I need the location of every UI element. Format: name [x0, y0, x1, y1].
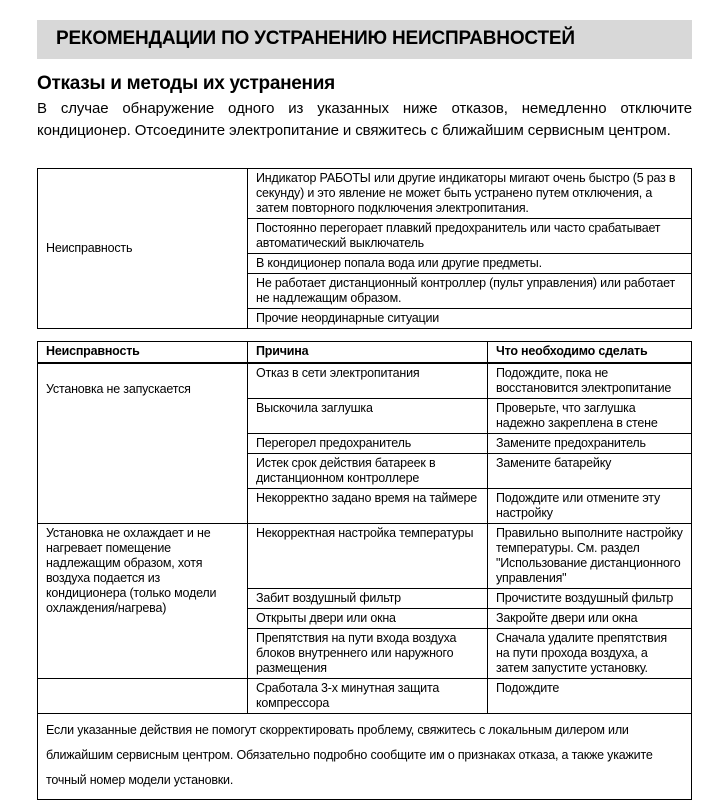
fault-item-cell: Не работает дистанционный контроллер (пульт управления) или работает не надлежащим образом.: [248, 274, 692, 309]
page-title-bar: [37, 20, 692, 59]
action-cell: Правильно выполните настройку температуры. См. раздел "Использование дистанционного управления": [488, 524, 692, 589]
fault-cell: Установка не охлаждает и не нагревает помещение надлежащим образом, хотя воздуха подается из кондиционера (только модели охлаждения/нагрева): [38, 524, 248, 679]
footer-note-cell: Если указанные действия не помогут скорректировать проблему, свяжитесь с локальным дилером или ближайшим сервисным центром. Обязательно подробно сообщите им о признаках отказа, а также укажите точный номер модели установки.: [38, 714, 692, 800]
column-header-cause: Причина: [248, 342, 488, 364]
action-cell: Замените предохранитель: [488, 434, 692, 454]
table-footer-row: [38, 714, 692, 800]
column-header-action: Что необходимо сделать: [488, 342, 692, 364]
cause-cell: Перегорел предохранитель: [248, 434, 488, 454]
troubleshooting-body: [38, 363, 692, 800]
fault-label-cell: Неисправность: [38, 169, 248, 329]
action-cell: Прочистите воздушный фильтр: [488, 589, 692, 609]
intro-paragraph: В случае обнаружение одного из указанных ниже отказов, немедленно отключите кондиционер. Отсоедините электропитание и свяжитесь с ближайшим сервисным центром.: [37, 100, 692, 139]
action-cell: Закройте двери или окна: [488, 609, 692, 629]
cause-cell: Некорректно задано время на таймере: [248, 489, 488, 524]
action-cell: Подождите или отмените эту настройку: [488, 489, 692, 524]
cause-cell: Препятствия на пути входа воздуха блоков внутреннего или наружного размещения: [248, 629, 488, 679]
fault-cell: Установка не запускается: [38, 363, 248, 524]
fault-item-cell: В кондиционер попала вода или другие предметы.: [248, 254, 692, 274]
troubleshooting-table: [37, 341, 692, 800]
fault-item-cell: Постоянно перегорает плавкий предохранитель или часто срабатывает автоматический выключатель: [248, 219, 692, 254]
fault-list-table: [37, 168, 692, 329]
cause-cell: Забит воздушный фильтр: [248, 589, 488, 609]
troubleshooting-header-row: [38, 342, 692, 364]
page-title: РЕКОМЕНДАЦИИ ПО УСТРАНЕНИЮ НЕИСПРАВНОСТЕЙ: [56, 28, 575, 49]
cause-cell: Некорректная настройка температуры: [248, 524, 488, 589]
troubleshooting-row: [38, 524, 692, 589]
column-header-fault: Неисправность: [38, 342, 248, 364]
troubleshooting-header: [38, 342, 692, 364]
fault-item-cell: Прочие неординарные ситуации: [248, 309, 692, 329]
cause-cell: Открыты двери или окна: [248, 609, 488, 629]
cause-cell: Истек срок действия батареек в дистанционном контроллере: [248, 454, 488, 489]
fault-cell: [38, 679, 248, 714]
action-cell: Проверьте, что заглушка надежно закреплена в стене: [488, 399, 692, 434]
troubleshooting-row: [38, 363, 692, 399]
action-cell: Замените батарейку: [488, 454, 692, 489]
action-cell: Подождите, пока не восстановится электропитание: [488, 363, 692, 399]
section-heading: Отказы и методы их устранения: [37, 73, 335, 94]
action-cell: Сначала удалите препятствия на пути прохода воздуха, а затем запустите установку.: [488, 629, 692, 679]
cause-cell: Отказ в сети электропитания: [248, 363, 488, 399]
troubleshooting-row: [38, 679, 692, 714]
fault-list-body: [38, 169, 692, 329]
fault-list-row: [38, 169, 692, 219]
action-cell: Подождите: [488, 679, 692, 714]
cause-cell: Сработала 3-х минутная защита компрессора: [248, 679, 488, 714]
cause-cell: Выскочила заглушка: [248, 399, 488, 434]
fault-item-cell: Индикатор РАБОТЫ или другие индикаторы мигают очень быстро (5 раз в секунду) и это явление не может быть устранено путем отключения, а затем повторного подключения электропитания.: [248, 169, 692, 219]
